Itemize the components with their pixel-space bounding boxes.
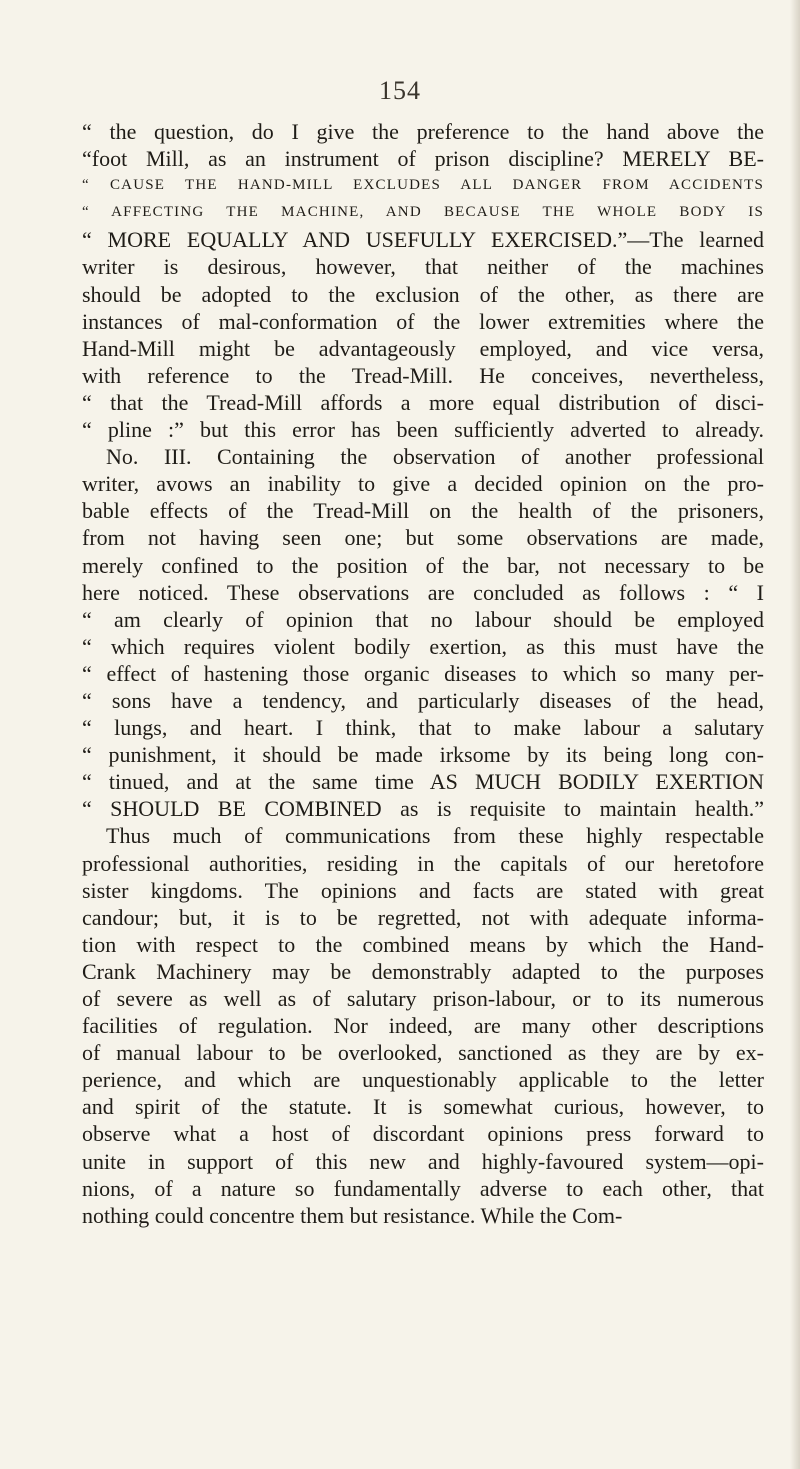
text-line: Hand-Mill might be advantageously employed, and vice versa, [82,335,764,361]
body-text [82,118,764,1229]
text-line: Crank Machinery may be demonstrably adapted to the purposes [82,958,764,984]
text-line: perience, and which are unquestionably applicable to the letter [82,1067,764,1093]
text-line: facilities of regulation. Nor indeed, are many other descriptions [82,1013,764,1039]
text-line: “ the question, do I give the preference to the hand above the [82,119,764,144]
text-line: “ tinued, and at the same time AS MUCH BODILY EXERTION [82,769,764,795]
text-line: nions, of a nature so fundamentally adverse to each other, that [82,1175,764,1201]
text-line: and spirit of the statute. It is somewhat curious, however, to [82,1094,764,1120]
text-line: No. III. Containing the observation of another professional [106,444,764,470]
text-line: bable effects of the Tread-Mill on the health of the prisoners, [82,498,764,524]
text-line: “ AFFECTING THE MACHINE, AND BECAUSE THE WHOLE BODY IS [82,204,764,221]
text-line: here noticed. These observations are concluded as follows : “ I [82,579,764,605]
text-line: writer, avows an inability to give a decided opinion on the pro- [82,471,764,497]
text-line: “ SHOULD BE COMBINED as is requisite to maintain health.” [82,796,764,822]
text-line: “foot Mill, as an instrument of prison discipline? MERELY BE- [82,146,764,172]
text-line: Thus much of communications from these highly respectable [106,823,764,849]
text-line: “ am clearly of opinion that no labour should be employed [82,606,764,632]
text-line: merely confined to the position of the bar, not necessary to be [82,552,764,578]
text-line: unite in support of this new and highly-favoured system—opi- [82,1148,764,1174]
text-line: with reference to the Tread-Mill. He conceives, nevertheless, [82,362,764,388]
text-line: of manual labour to be overlooked, sanctioned as they are by ex- [82,1040,764,1066]
text-line: from not having seen one; but some observations are made, [82,525,764,551]
text-line: “ that the Tread-Mill affords a more equal distribution of disci- [82,389,764,415]
text-line: candour; but, it is to be regretted, not with adequate informa- [82,904,764,930]
text-line: instances of mal-conformation of the lower extremities where the [82,308,764,334]
text-line: professional authorities, residing in the capitals of our heretofore [82,850,764,876]
text-line: “ sons have a tendency, and particularly diseases of the head, [82,687,764,713]
text-line: “ CAUSE THE HAND-MILL EXCLUDES ALL DANGER FROM ACCIDENTS [82,177,764,194]
text-line: “ lungs, and heart. I think, that to make labour a salutary [82,715,764,741]
text-line: “ pline :” but this error has been sufficiently adverted to already. [82,417,764,443]
page-number: 154 [379,76,421,105]
text-line: of severe as well as of salutary prison-labour, or to its numerous [82,986,764,1011]
text-line: sister kingdoms. The opinions and facts are stated with great [82,877,764,903]
text-line: writer is desirous, however, that neither of the machines [82,254,764,280]
text-line: “ which requires violent bodily exertion, as this must have the [82,633,764,659]
text-line: “ MORE EQUALLY AND USEFULLY EXERCISED.”—The learned [82,227,764,253]
text-line: nothing could concentre them but resistance. While the Com- [82,1202,623,1228]
text-line: “ effect of hastening those organic diseases to which so many per- [82,660,764,686]
text-line: observe what a host of discordant opinions press forward to [82,1121,764,1147]
page-edge-shadow [790,0,800,1469]
text-line: tion with respect to the combined means by which the Hand- [82,931,764,957]
text-line: “ punishment, it should be made irksome by its being long con- [82,742,764,768]
text-line: should be adopted to the exclusion of the other, as there are [82,281,764,307]
